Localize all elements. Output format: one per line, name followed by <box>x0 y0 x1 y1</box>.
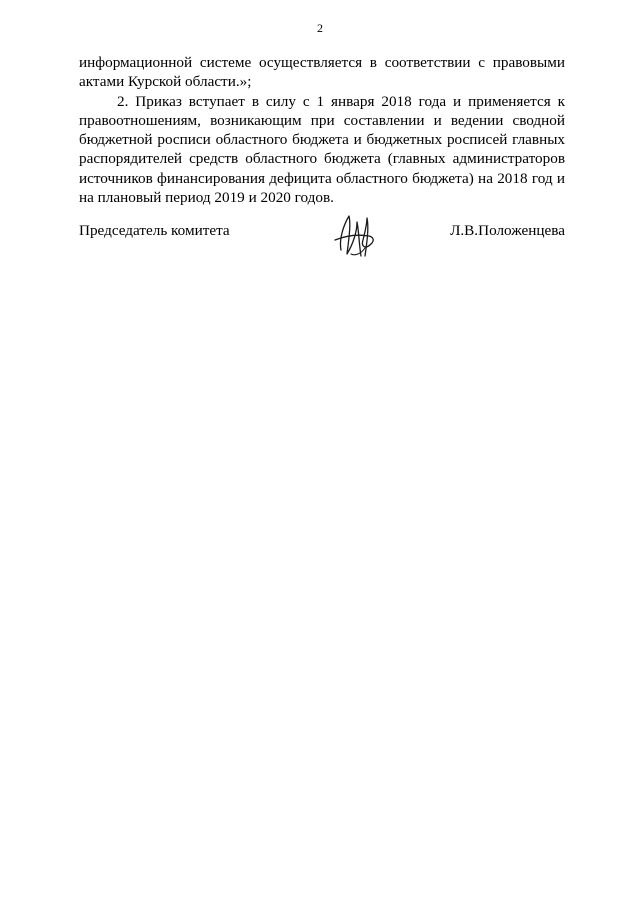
paragraph-2: 2. Приказ вступает в силу с 1 января 2018 года и применяется к правоотношениям, возникающим при составлении и ведении сводной бюджетной росписи областного бюджета и бюджетных росписей главных распорядителей средств областного бюджета (главных администраторов источников финансирования дефицита областного бюджета) на 2018 год и на плановый период 2019 и 2020 годов. <box>79 92 565 207</box>
document-body <box>79 53 565 207</box>
page-number: 2 <box>317 21 323 35</box>
paragraph-continued: информационной системе осуществляется в соответствии с правовыми актами Курской области.»; <box>79 54 565 91</box>
signature-block <box>79 222 565 262</box>
signer-title: Председатель комитета <box>79 222 230 239</box>
handwritten-signature <box>331 210 379 262</box>
signer-name: Л.В.Положенцева <box>450 222 565 239</box>
